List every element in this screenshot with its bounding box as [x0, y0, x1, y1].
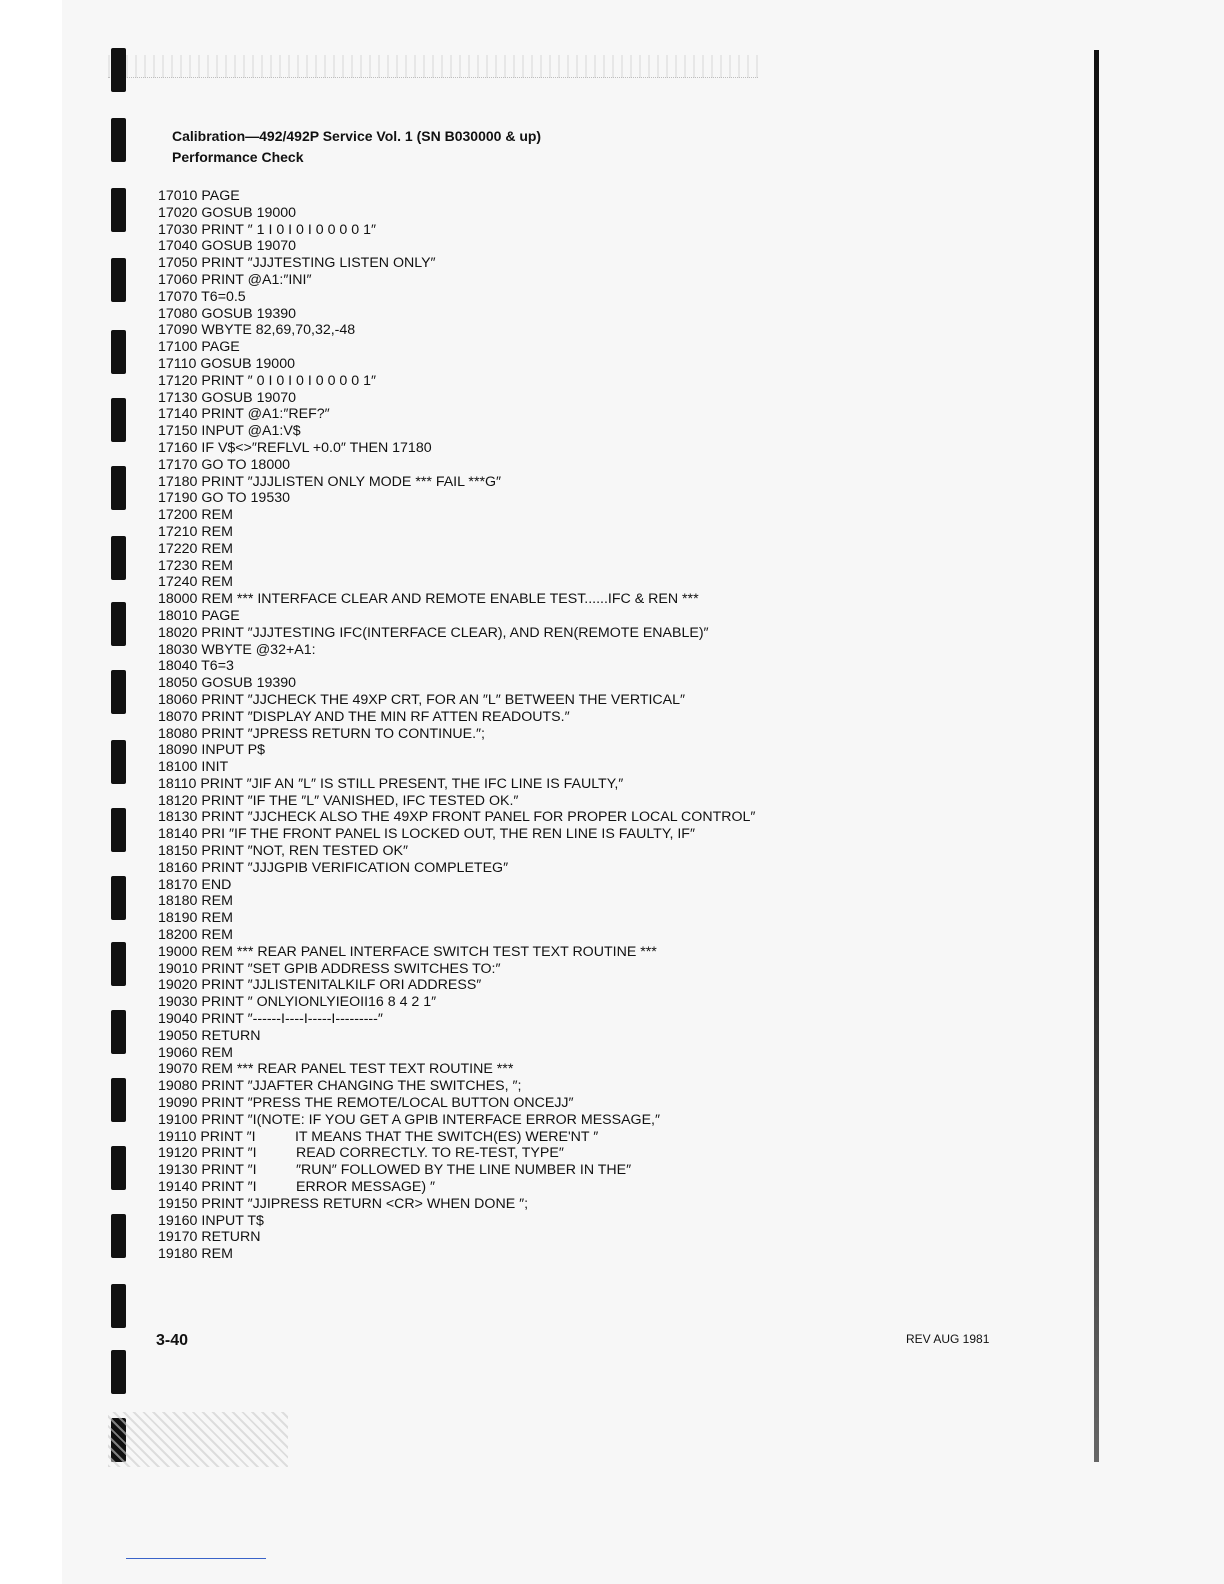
code-line: 19020 PRINT ″JJLISTENITALKILF ORI ADDRESS″ [158, 977, 482, 994]
code-line: 17080 GOSUB 19390 [158, 305, 297, 322]
code-line: 19090 PRINT ″PRESS THE REMOTE/LOCAL BUTTON ONCEJJ″ [158, 1095, 574, 1112]
running-header [172, 126, 541, 168]
code-line: 17090 WBYTE 82,69,70,32,-48 [158, 322, 356, 339]
code-line: 19110 PRINT ″I IT MEANS THAT THE SWITCH(ES) WERE'NT ″ [158, 1128, 599, 1145]
code-line: 17120 PRINT ″ 0 I 0 I 0 I 0 0 0 0 1″ [158, 372, 376, 389]
code-line: 19070 REM *** REAR PANEL TEST TEXT ROUTINE *** [158, 1061, 514, 1078]
code-line: 17180 PRINT ″JJJLISTEN ONLY MODE *** FAIL ***G″ [158, 473, 502, 490]
binding-hole-mark [111, 1214, 126, 1258]
code-line: 18170 END [158, 876, 232, 893]
code-line: 18020 PRINT ″JJJTESTING IFC(INTERFACE CLEAR), AND REN(REMOTE ENABLE)″ [158, 624, 709, 641]
code-line: 19120 PRINT ″I READ CORRECTLY. TO RE-TEST, TYPE″ [158, 1145, 564, 1162]
code-line: 17200 REM [158, 507, 233, 524]
binding-hole-mark [111, 258, 126, 302]
code-line: 17220 REM [158, 540, 233, 557]
page-edge-rule [1094, 50, 1099, 1462]
binding-hole-mark [111, 876, 126, 920]
code-line: 17060 PRINT @A1:″INI″ [158, 271, 312, 288]
code-line: 18150 PRINT ″NOT, REN TESTED OK″ [158, 843, 408, 860]
code-line: 18050 GOSUB 19390 [158, 675, 297, 692]
revision-date: REV AUG 1981 [906, 1332, 990, 1346]
code-line: 19040 PRINT ″------I----I-----I---------″ [158, 1011, 383, 1028]
code-line: 19140 PRINT ″I ERROR MESSAGE) ″ [158, 1179, 436, 1196]
underline-rule [126, 1558, 266, 1559]
code-line: 17100 PAGE [158, 339, 240, 356]
code-line: 18030 WBYTE @32+A1: [158, 641, 316, 658]
page-number: 3-40 [156, 1332, 189, 1349]
code-line: 17170 GO TO 18000 [158, 456, 290, 473]
code-line: 17240 REM [158, 574, 233, 591]
binding-hole-mark [111, 808, 126, 852]
code-line: 17010 PAGE [158, 188, 240, 204]
code-line: 17140 PRINT @A1:″REF?″ [158, 406, 330, 423]
document-title: Calibration—492/492P Service Vol. 1 (SN B030000 & up) [172, 128, 542, 144]
code-line: 17230 REM [158, 557, 233, 574]
code-line: 19000 REM *** REAR PANEL INTERFACE SWITCH TEST TEXT ROUTINE *** [158, 943, 657, 960]
scan-artifact-top [108, 55, 758, 78]
binding-hole-mark [111, 188, 126, 232]
code-line: 17210 REM [158, 523, 233, 540]
code-line: 18010 PAGE [158, 607, 240, 624]
code-line: 18040 T6=3 [158, 658, 234, 675]
code-line: 19180 REM [158, 1246, 233, 1263]
code-line: 18000 REM *** INTERFACE CLEAR AND REMOTE ENABLE TEST......IFC & REN *** [158, 591, 699, 608]
code-line: 19060 REM [158, 1044, 233, 1061]
code-line: 17150 INPUT @A1:V$ [158, 423, 301, 440]
code-line: 18160 PRINT ″JJJGPIB VERIFICATION COMPLETEG″ [158, 859, 509, 876]
code-line: 19050 RETURN [158, 1027, 261, 1044]
scan-artifact-bottom [108, 1412, 288, 1467]
binding-hole-mark [111, 398, 126, 442]
code-line: 19170 RETURN [158, 1229, 261, 1246]
code-line: 19130 PRINT ″I ″RUN″ FOLLOWED BY THE LINE NUMBER IN THE″ [158, 1162, 632, 1179]
code-line: 17040 GOSUB 19070 [158, 238, 297, 255]
binding-hole-mark [111, 118, 126, 162]
code-line: 17130 GOSUB 19070 [158, 389, 297, 406]
code-line: 18080 PRINT ″JPRESS RETURN TO CONTINUE.″; [158, 725, 485, 742]
code-line: 19030 PRINT ″ ONLYIONLYIEOII16 8 4 2 1″ [158, 994, 437, 1011]
binding-hole-mark [111, 1078, 126, 1122]
code-line: 17050 PRINT ″JJJTESTING LISTEN ONLY″ [158, 255, 436, 272]
code-line: 18090 INPUT P$ [158, 742, 265, 759]
binding-hole-mark [111, 670, 126, 714]
binding-hole-mark [111, 1010, 126, 1054]
code-line: 19150 PRINT ″JJIPRESS RETURN <CR> WHEN DONE ″; [158, 1195, 529, 1212]
code-line: 17070 T6=0.5 [158, 288, 246, 305]
code-line: 18100 INIT [158, 759, 229, 776]
code-line: 17190 GO TO 19530 [158, 490, 290, 507]
code-line: 17020 GOSUB 19000 [158, 204, 297, 221]
code-line: 17030 PRINT ″ 1 I 0 I 0 I 0 0 0 0 1″ [158, 221, 376, 238]
binding-hole-mark [111, 1146, 126, 1190]
code-line: 19080 PRINT ″JJAFTER CHANGING THE SWITCHES, ″; [158, 1078, 522, 1095]
binding-hole-mark [111, 1350, 126, 1394]
binding-holes [108, 0, 132, 1584]
binding-hole-mark [111, 536, 126, 580]
binding-hole-mark [111, 48, 126, 92]
binding-hole-mark [111, 740, 126, 784]
binding-hole-mark [111, 942, 126, 986]
program-listing [158, 188, 1058, 1263]
binding-hole-mark [111, 466, 126, 510]
binding-hole-mark [111, 602, 126, 646]
binding-hole-mark [111, 330, 126, 374]
code-line: 19160 INPUT T$ [158, 1212, 264, 1229]
code-line: 19100 PRINT ″I(NOTE: IF YOU GET A GPIB INTERFACE ERROR MESSAGE,″ [158, 1111, 661, 1128]
code-line: 18070 PRINT ″DISPLAY AND THE MIN RF ATTEN READOUTS.″ [158, 708, 570, 725]
code-line: 18200 REM [158, 927, 233, 944]
code-line: 17110 GOSUB 19000 [158, 355, 295, 372]
code-line: 18130 PRINT ″JJCHECK ALSO THE 49XP FRONT PANEL FOR PROPER LOCAL CONTROL″ [158, 809, 756, 826]
code-line: 18140 PRI ″IF THE FRONT PANEL IS LOCKED OUT, THE REN LINE IS FAULTY, IF″ [158, 826, 695, 843]
code-line: 18180 REM [158, 893, 233, 910]
code-line: 19010 PRINT ″SET GPIB ADDRESS SWITCHES TO:″ [158, 960, 501, 977]
code-line: 17160 IF V$<>″REFLVL +0.0″ THEN 17180 [158, 439, 432, 456]
code-line: 18060 PRINT ″JJCHECK THE 49XP CRT, FOR AN ″L″ BETWEEN THE VERTICAL″ [158, 691, 686, 708]
section-title: Performance Check [172, 149, 304, 165]
code-line: 18110 PRINT ″JIF AN ″L″ IS STILL PRESENT, THE IFC LINE IS FAULTY,″ [158, 775, 624, 792]
code-line: 18190 REM [158, 910, 233, 927]
code-line: 18120 PRINT ″IF THE ″L″ VANISHED, IFC TESTED OK.″ [158, 792, 519, 809]
binding-hole-mark [111, 1284, 126, 1328]
